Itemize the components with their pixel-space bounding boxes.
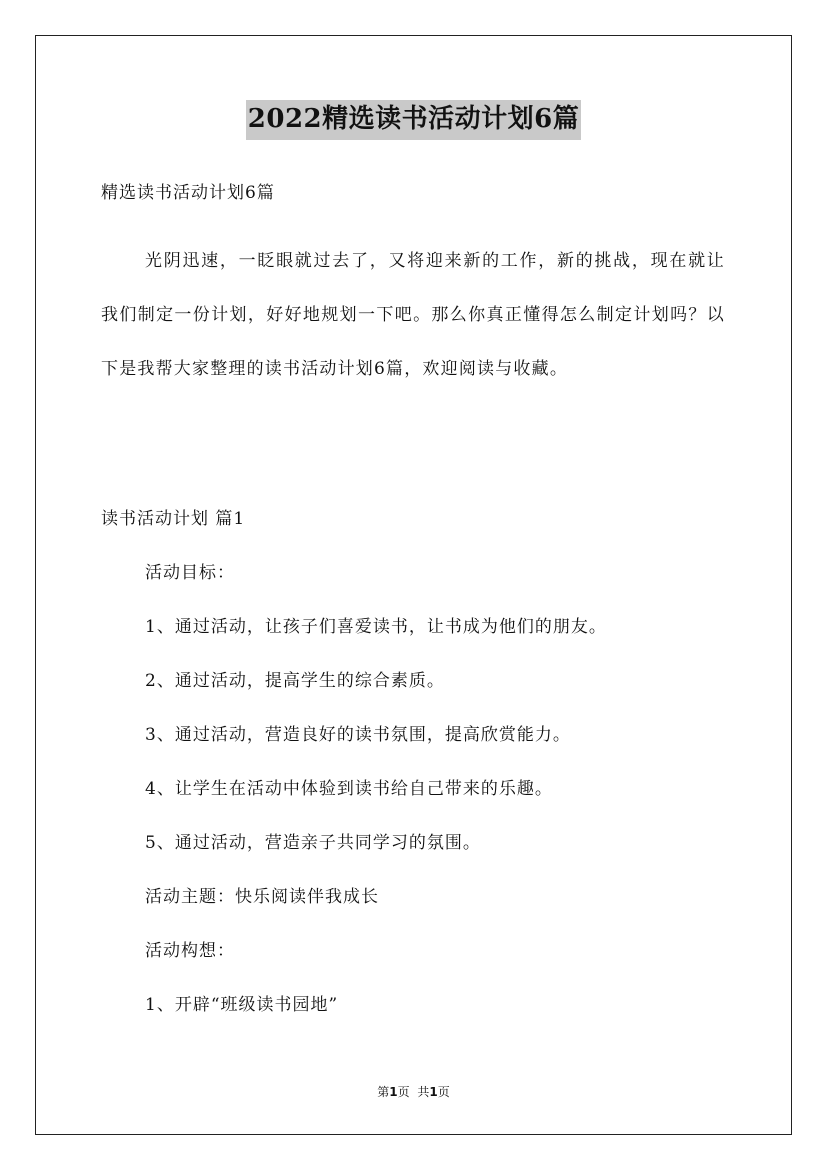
page-total: 1 — [429, 1085, 438, 1099]
page-current: 1 — [389, 1085, 398, 1099]
concept-item: 1、开辟“班级读书园地” — [145, 995, 339, 1015]
total-unit: 页 — [437, 1085, 450, 1099]
goal-item: 1、通过活动，让孩子们喜爱读书，让书成为他们的朋友。 — [145, 617, 607, 637]
document-title: 2022精选读书活动计划6篇 — [246, 100, 581, 140]
page-prefix: 第 — [377, 1085, 390, 1099]
goal-item: 2、通过活动，提高学生的综合素质。 — [145, 671, 445, 691]
section-heading: 读书活动计划 篇1 — [101, 509, 246, 529]
page-footer — [0, 1084, 827, 1100]
page-unit: 页 — [397, 1085, 410, 1099]
goal-item: 3、通过活动，营造良好的读书氛围，提高欣赏能力。 — [145, 725, 571, 745]
concept-label: 活动构想： — [145, 941, 235, 961]
document-subtitle: 精选读书活动计划6篇 — [101, 183, 275, 203]
goal-item: 5、通过活动，营造亲子共同学习的氛围。 — [145, 833, 481, 853]
total-prefix: 共 — [417, 1085, 430, 1099]
goal-item: 4、让学生在活动中体验到读书给自己带来的乐趣。 — [145, 779, 553, 799]
document-title-wrapper — [0, 100, 827, 140]
activity-theme: 活动主题：快乐阅读伴我成长 — [145, 887, 379, 907]
goals-label: 活动目标： — [145, 563, 235, 583]
intro-paragraph: 光阴迅速，一眨眼就过去了，又将迎来新的工作，新的挑战，现在就让我们制定一份计划，好好地规划一下吧。那么你真正懂得怎么制定计划吗？以下是我帮大家整理的读书活动计划6篇，欢迎阅读与收藏。 — [101, 251, 725, 379]
